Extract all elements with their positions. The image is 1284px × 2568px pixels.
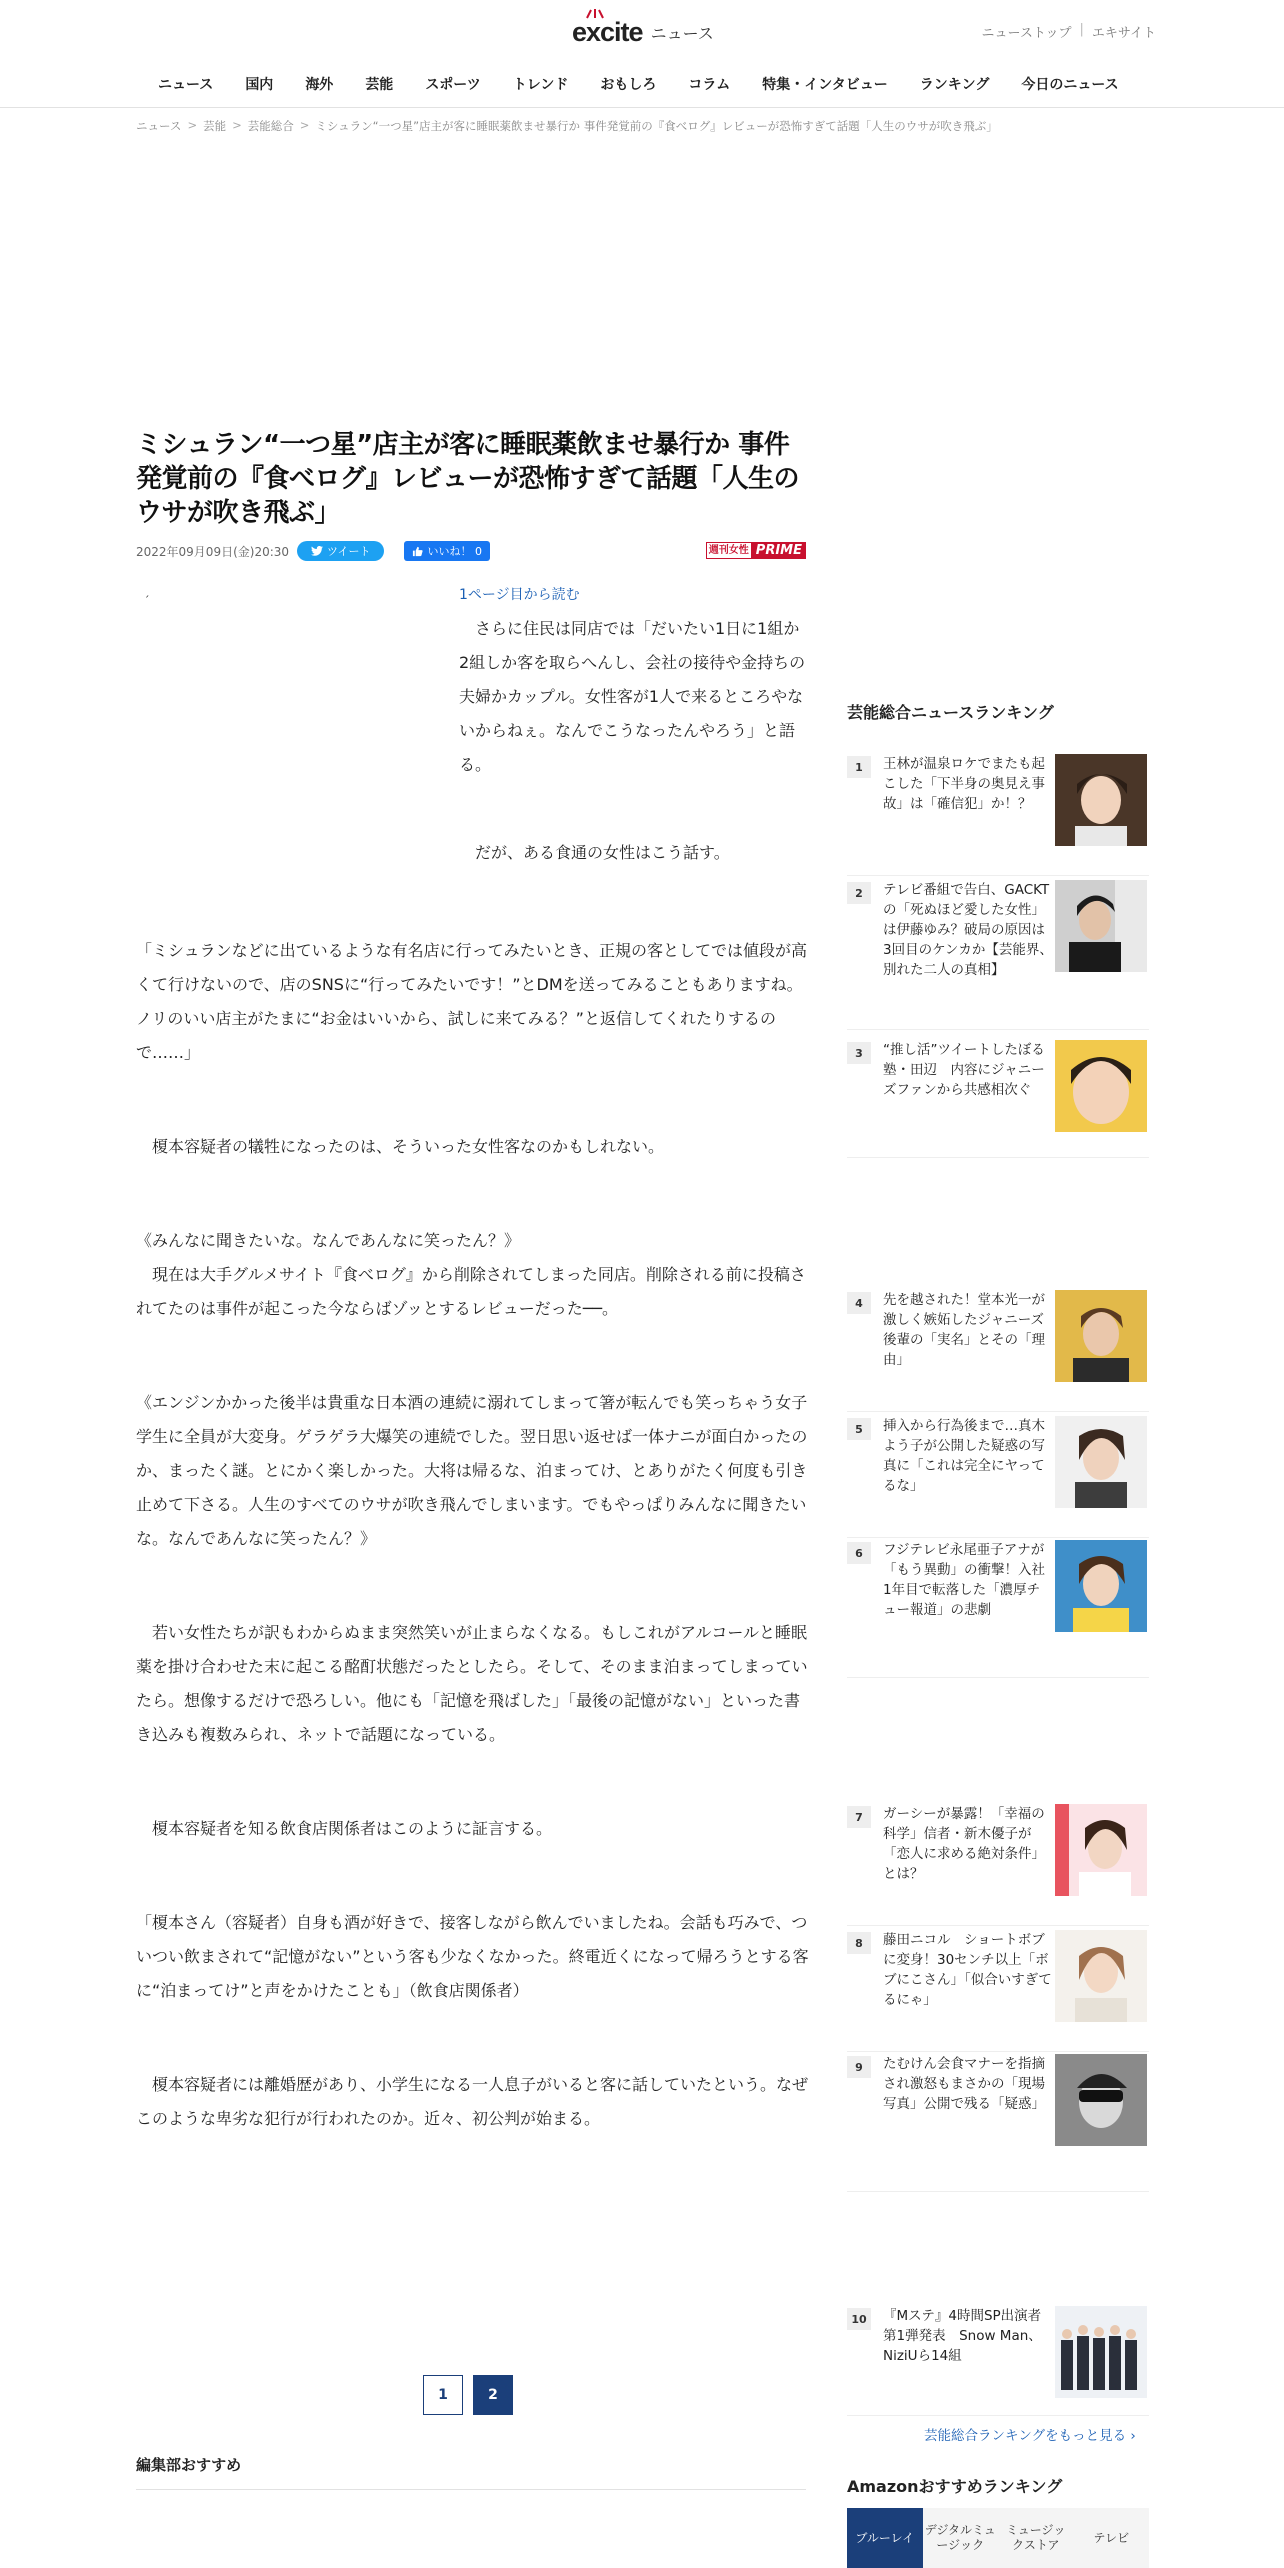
- article-meta: [136, 540, 806, 562]
- nav-entertainment[interactable]: 芸能: [365, 77, 394, 93]
- rank-number: 4: [847, 1292, 871, 1314]
- rank-title: テレビ番組で告白、GACKTの「死ぬほど愛した女性」は伊藤ゆみ？破局の原因は3回目のケンカか【芸能界、別れた二人の真相】: [883, 882, 1053, 978]
- rank-title: 藤田ニコル ショートボブに変身！30センチ以上「ボブにこさん」「似合いすぎてるにゃ」: [883, 1932, 1052, 2008]
- ranking-item[interactable]: [847, 1288, 1149, 1412]
- logo-subtitle: ニュース: [650, 23, 714, 43]
- tab-bluray[interactable]: ブルーレイ: [847, 2508, 923, 2568]
- rank-thumbnail: [1055, 880, 1147, 972]
- like-button[interactable]: [404, 541, 490, 561]
- rank-thumbnail: [1055, 1930, 1147, 2022]
- ranking-item[interactable]: [847, 1414, 1149, 1538]
- nav-today[interactable]: 今日のニュース: [1021, 77, 1119, 93]
- rank-title: 挿入から行為後まで…真木よう子が公開した疑惑の写真に「これは完全にヤってるな」: [883, 1418, 1045, 1494]
- nav-overseas[interactable]: 海外: [305, 77, 334, 93]
- ranking-item[interactable]: [847, 1928, 1149, 2052]
- body-paragraph: 榎本容疑者の犠牲になったのは、そういった女性客なのかもしれない。: [136, 1137, 665, 1156]
- article-image: [136, 594, 436, 854]
- more-ranking-link[interactable]: [924, 2424, 1136, 2444]
- nav-sports[interactable]: スポーツ: [425, 77, 481, 93]
- rank-thumbnail: [1055, 1040, 1147, 1132]
- rank-number: 9: [847, 2056, 871, 2078]
- tab-tv[interactable]: テレビ: [1093, 2530, 1130, 2545]
- breadcrumb-separator: >: [187, 118, 198, 132]
- amazon-ranking-heading: Amazonおすすめランキング: [847, 2477, 1063, 2496]
- rank-title: フジテレビ永尾亜子アナが「もう異動」の衝撃！入社1年目で転落した「濃厚チュー報道」の悲劇: [883, 1542, 1045, 1618]
- site-header: [0, 0, 1284, 108]
- breadcrumb-separator: >: [232, 118, 242, 132]
- editor-recommend-heading: 編集部おすすめ: [136, 2454, 806, 2490]
- logo-text: excite: [572, 17, 643, 48]
- tab-music-store[interactable]: ミュージックストア: [1005, 2523, 1066, 2552]
- rank-thumbnail: [1055, 754, 1147, 846]
- thumbs-up-icon: [412, 546, 423, 557]
- breadcrumb: [136, 118, 1146, 134]
- link-news-top[interactable]: ニューストップ: [981, 26, 1072, 41]
- read-from-page-1-link[interactable]: 1ページ目から読む: [459, 587, 580, 603]
- rank-thumbnail: [1055, 2306, 1147, 2398]
- nav-domestic[interactable]: 国内: [245, 77, 274, 93]
- more-ranking-label: 芸能総合ランキングをもっと見る: [924, 2428, 1127, 2444]
- article: [136, 428, 809, 2128]
- breadcrumb-news[interactable]: ニュース: [136, 119, 182, 133]
- breadcrumb-separator: >: [299, 118, 310, 132]
- twitter-icon: [311, 546, 323, 556]
- pagination: [423, 2375, 513, 2415]
- body-paragraph: 榎本容疑者を知る飲食店関係者はこのように証言する。: [136, 1819, 553, 1838]
- rank-number: 3: [847, 1042, 871, 1064]
- breadcrumb-current: ミシュラン“一つ星”店主が客に睡眠薬飲ませ暴行か 事件発覚前の『食べログ』レビューが恐怖すぎて話題「人生のウサが吹き飛ぶ」: [315, 119, 998, 133]
- rank-title: 王林が温泉ロケでまたも起こした「下半身の奥見え事故」は「確信犯」か！？: [883, 756, 1045, 812]
- body-paragraph: 「ミシュランなどに出ているような有名店に行ってみたいとき、正規の客としてでは値段が高くて行けないので、店のSNSに“行ってみたいです！”とDMを送ってみることもありますね。ノリのいい店主がたまに“お金はいいから、試しに来てみる？”と返信してくれたりするので……」: [136, 941, 808, 1062]
- rank-thumbnail: [1055, 1804, 1147, 1896]
- image-mark: ´: [144, 594, 150, 607]
- rank-number: 2: [847, 882, 871, 904]
- spark-icon: [586, 9, 604, 19]
- link-excite[interactable]: エキサイト: [1091, 26, 1156, 41]
- rank-number: 7: [847, 1806, 871, 1828]
- ranking-item[interactable]: [847, 2052, 1149, 2192]
- page-1-button[interactable]: 1: [423, 2375, 463, 2415]
- ranking-item[interactable]: [847, 1038, 1149, 1158]
- article-body: [136, 934, 810, 2196]
- nav-column[interactable]: コラム: [688, 77, 731, 93]
- rank-title: “推し活”ツイートしたぼる塾・田辺 内容にジャニーズファンから共感相次ぐ: [883, 1042, 1045, 1098]
- body-paragraph: 榎本容疑者には離婚歴があり、小学生になる一人息子がいると客に話していたという。なぜこのような卑劣な犯行が行われたのか。近々、初公判が始まる。: [136, 2075, 809, 2128]
- source-name: 週刊女性: [706, 542, 752, 559]
- header-links: [982, 22, 1156, 41]
- rank-number: 6: [847, 1542, 871, 1564]
- page-2-button[interactable]: 2: [473, 2375, 513, 2415]
- nav-features[interactable]: 特集・インタビュー: [762, 77, 888, 93]
- body-paragraph: 「榎本さん（容疑者）自身も酒が好きで、接客しながら飲んでいましたね。会話も巧みで、ついつい飲まされて“記憶がない”という客も少なくなかった。終電近くになって帰ろうとする客に“泊まってけ”と声をかけたことも」（飲食店関係者）: [136, 1913, 809, 2000]
- divider: |: [1079, 22, 1084, 37]
- site-logo[interactable]: [572, 14, 714, 50]
- rank-number: 1: [847, 756, 871, 778]
- sidebar-ranking: [847, 700, 1149, 2364]
- tweet-label: ツイート: [327, 545, 371, 558]
- rank-title: ガーシーが暴露！「幸福の科学」信者・新木優子が「恋人に求める絶対条件」とは？: [883, 1806, 1045, 1882]
- body-paragraph: 若い女性たちが訳もわからぬまま突然笑いが止まらなくなる。もしこれがアルコールと睡眠薬を掛け合わせた末に起こる酩酊状態だったとしたら。そして、そのまま泊まってしまっていたら。想像するだけで恐ろしい。他にも「記憶を飛ばした」「最後の記憶がない」といった書き込みも複数みられ、ネットで話題になっている。: [136, 1623, 808, 1744]
- ranking-heading: 芸能総合ニュースランキング: [847, 703, 1054, 722]
- rank-title: たむけん会食マナーを指摘され激怒もまさかの「現場写真」公開で残る「疑惑」: [883, 2056, 1045, 2112]
- rank-title: 先を越された！堂本光一が激しく嫉妬したジャニーズ後輩の「実名」とその「理由」: [883, 1292, 1045, 1368]
- nav-trend[interactable]: トレンド: [512, 77, 569, 93]
- global-nav: [142, 70, 1135, 100]
- rank-number: 5: [847, 1418, 871, 1440]
- rank-thumbnail: [1055, 1290, 1147, 1382]
- rank-thumbnail: [1055, 1416, 1147, 1508]
- tab-digital-music[interactable]: デジタルミュージック: [924, 2523, 996, 2552]
- ranking-item[interactable]: [847, 878, 1149, 1030]
- amazon-tabs: [847, 2508, 1149, 2568]
- ranking-item[interactable]: [847, 1802, 1149, 1926]
- lead-paragraph: さらに住民は同店では「だいたい1日に1組か2組しか客を取らへんし、会社の接待や金持ちの夫婦かカップル。女性客が1人で来るところやないからねぇ。なんでこうなったんやろう」と語る。: [459, 619, 806, 774]
- breadcrumb-general[interactable]: 芸能総合: [247, 119, 294, 133]
- rank-thumbnail: [1055, 2054, 1147, 2146]
- nav-ranking[interactable]: ランキング: [919, 77, 990, 93]
- nav-news[interactable]: ニュース: [158, 77, 214, 93]
- rank-number: 10: [847, 2308, 871, 2330]
- body-paragraph: 《みんなに聞きたいな。なんであんなに笑ったん？》 現在は大手グルメサイト『食べログ』から削除されてしまった同店。削除される前に投稿されてたのは事件が起こった今ならばゾッとするレビューだった──。: [136, 1231, 806, 1318]
- chevron-right-icon: ›: [1130, 2428, 1136, 2444]
- source-logo[interactable]: [706, 542, 806, 559]
- article-date: 2022年09月09日(金)20:30: [136, 544, 290, 559]
- lead-paragraph: だが、ある食通の女性はこう話す。: [459, 843, 730, 862]
- source-brand: PRIME: [752, 542, 806, 559]
- nav-funny[interactable]: おもしろ: [600, 77, 657, 93]
- tweet-button[interactable]: [297, 541, 384, 561]
- ranking-item[interactable]: [847, 752, 1149, 876]
- rank-number: 8: [847, 1932, 871, 1954]
- rank-thumbnail: [1055, 1540, 1147, 1632]
- like-label: いいね！ 0: [427, 545, 482, 558]
- ranking-item[interactable]: [847, 2304, 1149, 2416]
- article-title: ミシュラン“一つ星”店主が客に睡眠薬飲ませ暴行か 事件発覚前の『食べログ』レビューが恐怖すぎて話題「人生のウサが吹き飛ぶ」: [136, 430, 800, 528]
- article-lead-column: [459, 584, 809, 870]
- body-paragraph: 《エンジンかかった後半は貴重な日本酒の連続に溺れてしまって箸が転んでも笑っちゃう女子学生に全員が大変身。ゲラゲラ大爆笑の連続でした。翌日思い返せば一体ナニが面白かったのか、まったく謎。とにかく楽しかった。大将は帰るな、泊まってけ、とありがたく何度も引き止めて下さる。人生のすべてのウサが吹き飛んでしまいます。でもやっぱりみんなに聞きたいな。なんであんなに笑ったん？》: [136, 1393, 808, 1548]
- ranking-item[interactable]: [847, 1538, 1149, 1678]
- breadcrumb-entertainment[interactable]: 芸能: [203, 119, 227, 133]
- rank-title: 『Mステ』4時間SP出演者第1弾発表 Snow Man、NiziUら14組: [883, 2308, 1042, 2364]
